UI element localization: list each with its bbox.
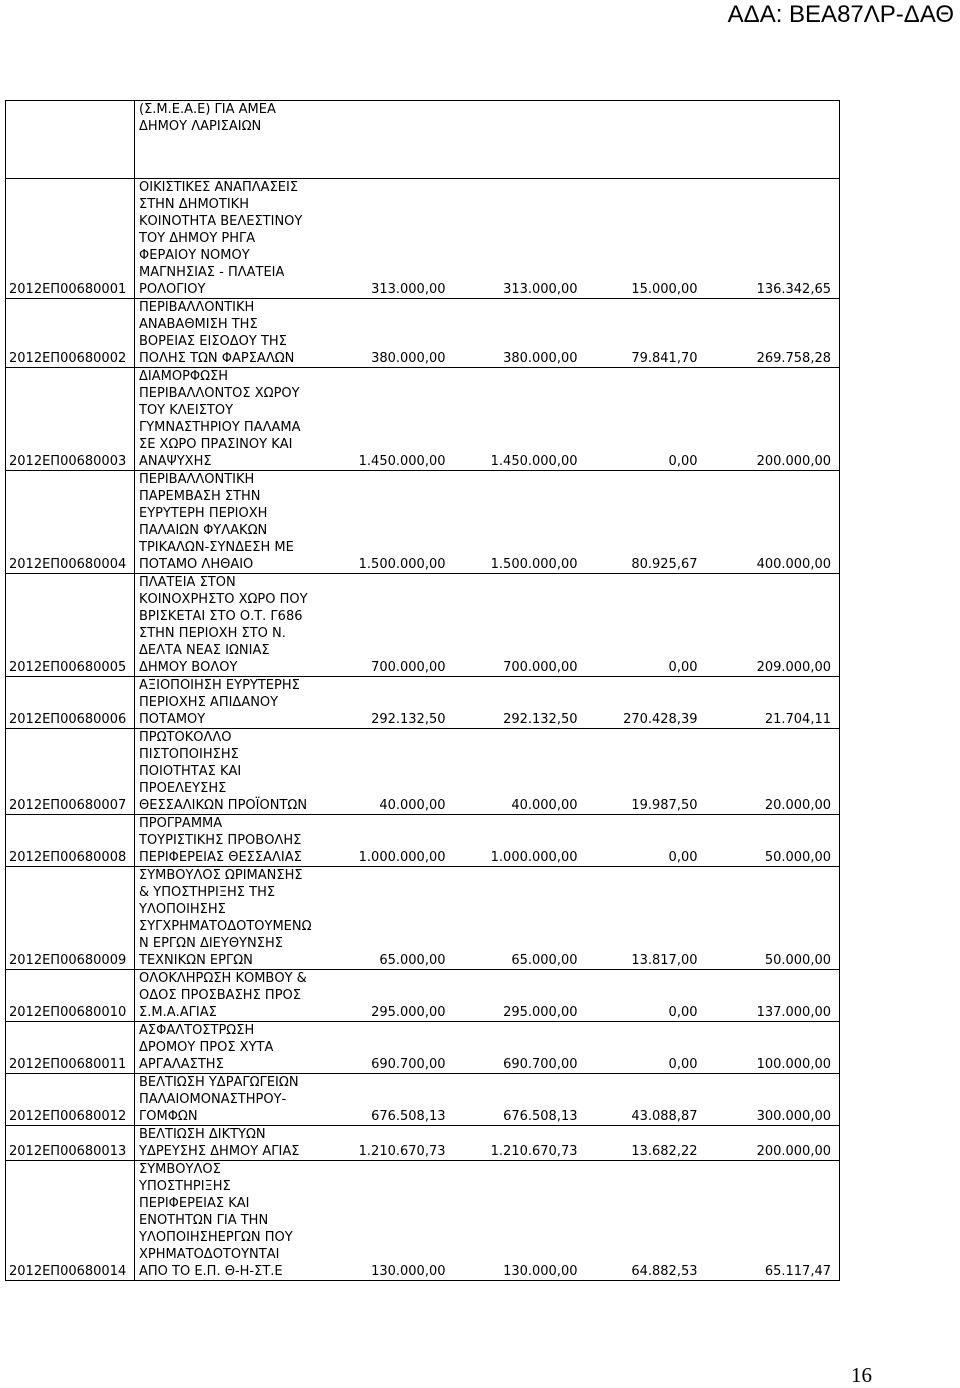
table-row <box>6 574 840 677</box>
project-description <box>135 1126 331 1161</box>
project-description-line: ΑΝΑΨΥΧΗΣ <box>139 454 212 469</box>
table-row <box>6 471 840 574</box>
project-description <box>135 1074 331 1126</box>
project-description-line: ΘΕΣΣΑΛΙΚΩΝ ΠΡΟΪΟΝΤΩΝ <box>139 798 308 813</box>
project-code: 2012ΕΠ00680004 <box>6 471 135 574</box>
amount-cell-4: 21.704,11 <box>698 677 840 729</box>
amount-cell-2: 690.700,00 <box>446 1022 578 1074</box>
project-description-line: ΒΕΛΤΙΩΣΗ ΥΔΡΑΓΩΓΕΙΩΝ <box>139 1075 299 1090</box>
project-description-line: ΠΡΟΕΛΕΥΣΗΣ <box>139 781 227 796</box>
project-description-line: ΔΡΟΜΟΥ ΠΡΟΣ ΧΥΤΑ <box>139 1040 274 1055</box>
amount-cell-4: 50.000,00 <box>698 815 840 867</box>
amount-cell-2: 1.000.000,00 <box>446 815 578 867</box>
amount-cell-1: 690.700,00 <box>331 1022 446 1074</box>
project-description-line: ΠΑΛΑΙΩΝ ΦΥΛΑΚΩΝ <box>139 523 268 538</box>
project-description-line: ΑΡΓΑΛΑΣΤΗΣ <box>139 1057 224 1072</box>
project-description-line: ΧΡΗΜΑΤΟΔΟΤΟΥΝΤΑΙ <box>139 1247 280 1262</box>
amount-cell-3: 0,00 <box>578 1022 698 1074</box>
table-row <box>6 368 840 471</box>
amount-cell-1: 130.000,00 <box>331 1161 446 1281</box>
project-code: 2012ΕΠ00680010 <box>6 970 135 1022</box>
project-description-line: Σ.Μ.Α.ΑΓΙΑΣ <box>139 1005 217 1020</box>
amount-cell-2: 1.500.000,00 <box>446 471 578 574</box>
project-code: 2012ΕΠ00680012 <box>6 1074 135 1126</box>
amount-cell-4: 400.000,00 <box>698 471 840 574</box>
project-description-line: ΠΕΡΙΦΕΡΕΙΑΣ ΘΕΣΣΑΛΙΑΣ <box>139 850 302 865</box>
project-description <box>135 729 331 815</box>
amount-cell-3: 43.088,87 <box>578 1074 698 1126</box>
project-description <box>135 867 331 970</box>
project-description <box>135 1022 331 1074</box>
amount-cell-4: 200.000,00 <box>698 368 840 471</box>
table-row <box>6 970 840 1022</box>
project-description <box>135 677 331 729</box>
amount-cell-2: 700.000,00 <box>446 574 578 677</box>
project-code: 2012ΕΠ00680008 <box>6 815 135 867</box>
project-description-line: ΠΕΡΙΒΑΛΛΟΝΤΙΚΗ <box>139 300 255 315</box>
project-description-line: ΠΟΛΗΣ ΤΩΝ ΦΑΡΣΑΛΩΝ <box>139 351 295 366</box>
table-row <box>6 1022 840 1074</box>
amount-cell-2: 40.000,00 <box>446 729 578 815</box>
project-code: 2012ΕΠ00680014 <box>6 1161 135 1281</box>
project-description-line: ΔΙΑΜΟΡΦΩΣΗ <box>139 369 229 384</box>
project-description-line: ΠΕΡΙΦΕΡΕΙΑΣ ΚΑΙ <box>139 1196 250 1211</box>
ada-identifier: ΑΔΑ: ΒΕΑ87ΛΡ-ΔΑΘ <box>727 1 954 28</box>
project-code <box>6 101 135 179</box>
table-row <box>6 815 840 867</box>
project-description-line: ΠΛΑΤΕΙΑ ΣΤΟΝ <box>139 575 236 590</box>
amount-cell-2 <box>446 101 578 179</box>
amount-cell-4 <box>698 101 840 179</box>
project-description-line: ΑΣΦΑΛΤΟΣΤΡΩΣΗ <box>139 1023 255 1038</box>
project-description-line: ΚΟΙΝΟΧΡΗΣΤΟ ΧΩΡΟ ΠΟΥ <box>139 592 308 607</box>
project-description-line: (Σ.Μ.Ε.Α.Ε) ΓΙΑ ΑΜΕΑ <box>139 102 276 117</box>
project-description-line: ΠΟΤΑΜΟ ΛΗΘΑΙΟ <box>139 557 254 572</box>
project-description-line: ΣΥΜΒΟΥΛΟΣ <box>139 1162 221 1177</box>
amount-cell-2: 380.000,00 <box>446 299 578 368</box>
amount-cell-3: 19.987,50 <box>578 729 698 815</box>
project-description-line: ΑΠΟ ΤΟ Ε.Π. Θ-Η-ΣΤ.Ε <box>139 1264 283 1279</box>
amount-cell-1: 1.210.670,73 <box>331 1126 446 1161</box>
project-description-line: ΤΟΥ ΔΗΜΟΥ ΡΗΓΑ <box>139 231 256 246</box>
project-description-line: ΡΟΛΟΓΙΟΥ <box>139 282 206 297</box>
amount-cell-3: 270.428,39 <box>578 677 698 729</box>
projects-table <box>5 100 840 1281</box>
project-description-line: ΠΟΤΑΜΟΥ <box>139 712 206 727</box>
amount-cell-2: 65.000,00 <box>446 867 578 970</box>
project-description-line: ΤΟΥ ΚΛΕΙΣΤΟΥ <box>139 403 234 418</box>
amount-cell-1: 676.508,13 <box>331 1074 446 1126</box>
project-code: 2012ΕΠ00680009 <box>6 867 135 970</box>
project-description-line: ΣΕ ΧΩΡΟ ΠΡΑΣΙΝΟΥ ΚΑΙ <box>139 437 293 452</box>
project-description-line: ΠΙΣΤΟΠΟΙΗΣΗΣ <box>139 747 239 762</box>
amount-cell-3: 0,00 <box>578 368 698 471</box>
project-description <box>135 368 331 471</box>
project-description-line: ΟΛΟΚΛΗΡΩΣΗ ΚΟΜΒΟΥ & <box>139 971 307 986</box>
project-description-line: ΤΟΥΡΙΣΤΙΚΗΣ ΠΡΟΒΟΛΗΣ <box>139 833 302 848</box>
project-code: 2012ΕΠ00680006 <box>6 677 135 729</box>
amount-cell-4: 200.000,00 <box>698 1126 840 1161</box>
amount-cell-3: 15.000,00 <box>578 179 698 299</box>
table-row <box>6 867 840 970</box>
project-description-line: ΠΡΟΓΡΑΜΜΑ <box>139 816 223 831</box>
amount-cell-4: 269.758,28 <box>698 299 840 368</box>
project-description <box>135 970 331 1022</box>
amount-cell-1: 1.000.000,00 <box>331 815 446 867</box>
project-description <box>135 471 331 574</box>
amount-cell-4: 137.000,00 <box>698 970 840 1022</box>
project-description-line: ΠΑΛΑΙΟΜΟΝΑΣΤΗΡΟΥ- <box>139 1092 287 1107</box>
project-description-line: ΣΥΜΒΟΥΛΟΣ ΩΡΙΜΑΝΣΗΣ <box>139 868 303 883</box>
amount-cell-2: 130.000,00 <box>446 1161 578 1281</box>
project-description-line: ΠΑΡΕΜΒΑΣΗ ΣΤΗΝ <box>139 489 261 504</box>
project-description-line: ΣΤΗΝ ΠΕΡΙΟΧΗ ΣΤΟ Ν. <box>139 626 286 641</box>
project-description-line: ΕΥΡΥΤΕΡΗ ΠΕΡΙΟΧΗ <box>139 506 268 521</box>
project-code: 2012ΕΠ00680001 <box>6 179 135 299</box>
amount-cell-1: 700.000,00 <box>331 574 446 677</box>
amount-cell-2: 295.000,00 <box>446 970 578 1022</box>
amount-cell-3: 13.682,22 <box>578 1126 698 1161</box>
project-description-line: ΚΟΙΝΟΤΗΤΑ ΒΕΛΕΣΤΙΝΟΥ <box>139 214 303 229</box>
project-description-line: ΟΔΟΣ ΠΡΟΣΒΑΣΗΣ ΠΡΟΣ <box>139 988 301 1003</box>
project-description <box>135 574 331 677</box>
amount-cell-1: 1.500.000,00 <box>331 471 446 574</box>
project-description-line: ΔΕΛΤΑ ΝΕΑΣ ΙΩΝΙΑΣ <box>139 643 270 658</box>
amount-cell-3: 0,00 <box>578 970 698 1022</box>
table-row <box>6 299 840 368</box>
project-description <box>135 299 331 368</box>
amount-cell-4: 136.342,65 <box>698 179 840 299</box>
project-description <box>135 815 331 867</box>
project-description-line: ΤΡΙΚΑΛΩΝ-ΣΥΝΔΕΣΗ ΜΕ <box>139 540 294 555</box>
project-description-line: ΓΟΜΦΩΝ <box>139 1109 198 1124</box>
project-code: 2012ΕΠ00680003 <box>6 368 135 471</box>
project-description-line: ΠΕΡΙΒΑΛΛΟΝΤΙΚΗ <box>139 472 255 487</box>
project-description-line: ΒΕΛΤΙΩΣΗ ΔΙΚΤΥΩΝ <box>139 1127 266 1142</box>
amount-cell-3: 0,00 <box>578 815 698 867</box>
table-row <box>6 1126 840 1161</box>
amount-cell-4: 20.000,00 <box>698 729 840 815</box>
project-description-line: ΒΡΙΣΚΕΤΑΙ ΣΤΟ Ο.Τ. Γ686 <box>139 609 303 624</box>
project-description <box>135 1161 331 1281</box>
page-number: 16 <box>851 1363 872 1387</box>
table-row <box>6 1074 840 1126</box>
project-code: 2012ΕΠ00680005 <box>6 574 135 677</box>
project-description-line: ΤΕΧΝΙΚΩΝ ΕΡΓΩΝ <box>139 953 253 968</box>
amount-cell-3 <box>578 101 698 179</box>
amount-cell-2: 313.000,00 <box>446 179 578 299</box>
project-code: 2012ΕΠ00680011 <box>6 1022 135 1074</box>
table-row <box>6 179 840 299</box>
amount-cell-3: 79.841,70 <box>578 299 698 368</box>
project-description-line: ΠΡΩΤΟΚΟΛΛΟ <box>139 730 232 745</box>
project-description-line: ΑΞΙΟΠΟΙΗΣΗ ΕΥΡΥΤΕΡΗΣ <box>139 678 300 693</box>
amount-cell-4: 65.117,47 <box>698 1161 840 1281</box>
project-description-line: ΣΤΗΝ ΔΗΜΟΤΙΚΗ <box>139 197 249 212</box>
table-row <box>6 677 840 729</box>
amount-cell-3: 13.817,00 <box>578 867 698 970</box>
project-description-line: ΥΠΟΣΤΗΡΙΞΗΣ <box>139 1179 231 1194</box>
project-description-line: ΔΗΜΟΥ ΛΑΡΙΣΑΙΩΝ <box>139 119 262 134</box>
table-row <box>6 101 840 179</box>
project-description-line: ΒΟΡΕΙΑΣ ΕΙΣΟΔΟΥ ΤΗΣ <box>139 334 287 349</box>
amount-cell-1: 313.000,00 <box>331 179 446 299</box>
amount-cell-4: 100.000,00 <box>698 1022 840 1074</box>
project-description <box>135 101 331 179</box>
project-description-line: ΥΛΟΠΟΙΗΣΗΣ <box>139 902 226 917</box>
amount-cell-1: 380.000,00 <box>331 299 446 368</box>
amount-cell-4: 209.000,00 <box>698 574 840 677</box>
project-description-line: ΣΥΓΧΡΗΜΑΤΟΔΟΤΟΥΜΕΝΩ <box>139 919 312 934</box>
amount-cell-1: 1.450.000,00 <box>331 368 446 471</box>
project-description-line: ΥΔΡΕΥΣΗΣ ΔΗΜΟΥ ΑΓΙΑΣ <box>139 1144 300 1159</box>
project-description-line: ΠΕΡΙΒΑΛΛΟΝΤΟΣ ΧΩΡΟΥ <box>139 386 300 401</box>
project-description-line: ΠΟΙΟΤΗΤΑΣ ΚΑΙ <box>139 764 242 779</box>
project-code: 2012ΕΠ00680002 <box>6 299 135 368</box>
project-description-line: Ν ΕΡΓΩΝ ΔΙΕΥΘΥΝΣΗΣ <box>139 936 283 951</box>
project-description-line: ΥΛΟΠΟΙΗΣΗΕΡΓΩΝ ΠΟΥ <box>139 1230 293 1245</box>
amount-cell-1: 40.000,00 <box>331 729 446 815</box>
project-description-line: ΔΗΜΟΥ ΒΟΛΟΥ <box>139 660 238 675</box>
amount-cell-4: 50.000,00 <box>698 867 840 970</box>
amount-cell-3: 0,00 <box>578 574 698 677</box>
project-description-line: ΑΝΑΒΑΘΜΙΣΗ ΤΗΣ <box>139 317 258 332</box>
amount-cell-2: 676.508,13 <box>446 1074 578 1126</box>
project-description-line: ΕΝΟΤΗΤΩΝ ΓΙΑ ΤΗΝ <box>139 1213 269 1228</box>
project-description-line: ΜΑΓΝΗΣΙΑΣ - ΠΛΑΤΕΙΑ <box>139 265 285 280</box>
amount-cell-1: 65.000,00 <box>331 867 446 970</box>
project-code: 2012ΕΠ00680013 <box>6 1126 135 1161</box>
amount-cell-4: 300.000,00 <box>698 1074 840 1126</box>
project-description <box>135 179 331 299</box>
table-row <box>6 729 840 815</box>
amount-cell-2: 1.210.670,73 <box>446 1126 578 1161</box>
amount-cell-3: 80.925,67 <box>578 471 698 574</box>
amount-cell-1: 295.000,00 <box>331 970 446 1022</box>
project-description-line: ΓΥΜΝΑΣΤΗΡΙΟΥ ΠΑΛΑΜΑ <box>139 420 301 435</box>
amount-cell-2: 1.450.000,00 <box>446 368 578 471</box>
project-description-line: ΦΕΡΑΙΟΥ ΝΟΜΟΥ <box>139 248 250 263</box>
amount-cell-3: 64.882,53 <box>578 1161 698 1281</box>
amount-cell-1: 292.132,50 <box>331 677 446 729</box>
table-row <box>6 1161 840 1281</box>
project-description-line: & ΥΠΟΣΤΗΡΙΞΗΣ ΤΗΣ <box>139 885 276 900</box>
amount-cell-2: 292.132,50 <box>446 677 578 729</box>
project-description-line: ΟΙΚΙΣΤΙΚΕΣ ΑΝΑΠΛΑΣΕΙΣ <box>139 180 299 195</box>
projects-table-body <box>6 101 840 1281</box>
project-code: 2012ΕΠ00680007 <box>6 729 135 815</box>
amount-cell-1 <box>331 101 446 179</box>
project-description-line: ΠΕΡΙΟΧΗΣ ΑΠΙΔΑΝΟΥ <box>139 695 279 710</box>
